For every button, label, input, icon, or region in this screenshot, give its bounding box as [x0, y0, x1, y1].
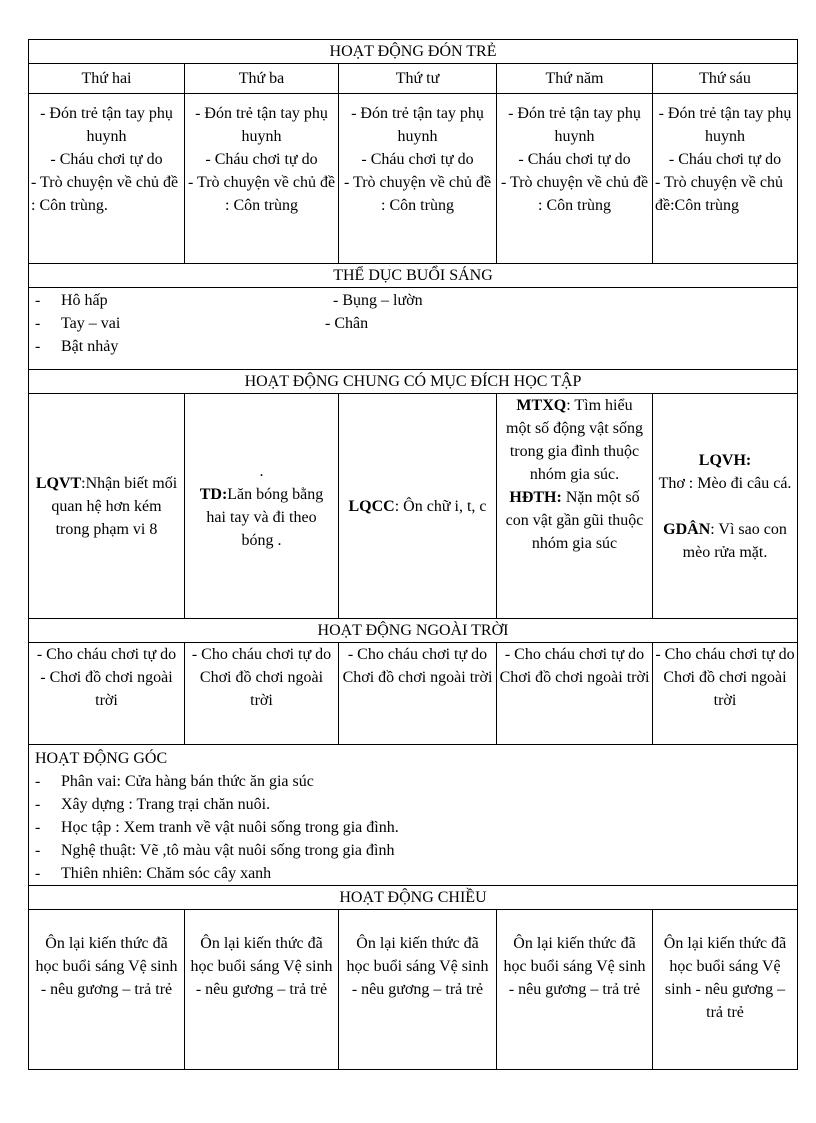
cell-line: - Đón trẻ tận tay phụ huynh	[40, 105, 173, 145]
subject-code: HĐTH:	[509, 489, 562, 506]
list-item: - Học tập : Xem tranh về vật nuôi sống trong gia đình.	[35, 819, 399, 836]
cell-line: Chơi đồ chơi ngoài trời	[499, 669, 650, 686]
section-title-goc: HOẠT ĐỘNG GÓC	[35, 750, 168, 767]
hoc-tap-cell-mon: LQVT:Nhận biết mối quan hệ hơn kém trong phạm vi 8	[29, 394, 185, 619]
list-item: - Hô hấp	[35, 292, 108, 309]
don-tre-cell-wed	[339, 94, 497, 264]
chieu-cell-wed: Ôn lại kiến thức đã học buổi sáng Vệ sinh - nêu gương – trả trẻ	[339, 910, 497, 1070]
chieu-cell-tue: Ôn lại kiến thức đã học buổi sáng Vệ sinh - nêu gương – trả trẻ	[185, 910, 339, 1070]
cell-line: - Trò chuyện về chủ đề:Côn trùng	[655, 174, 783, 214]
cell-line: - Cho cháu chơi tự do	[655, 646, 795, 663]
cell-line: - Trò chuyện về chủ đề : Côn trùng	[187, 174, 336, 214]
section-title-chieu: HOẠT ĐỘNG CHIỀU	[29, 886, 798, 910]
list-item: - Bụng – lườn	[333, 292, 423, 309]
ngoai-troi-cell-thu	[497, 643, 653, 745]
list-item: - Tay – vai	[35, 315, 121, 332]
cell-line: Chơi đồ chơi ngoài trời	[199, 669, 324, 709]
cell-line: Chơi đồ chơi ngoài trời	[663, 669, 787, 709]
day-header-tue: Thứ ba	[185, 64, 339, 94]
ngoai-troi-cell-fri	[653, 643, 798, 745]
cell-line: - Chơi đồ chơi ngoài trời	[40, 669, 173, 709]
cell-line: - Trò chuyện về chủ đề : Côn trùng	[500, 174, 649, 214]
section-title-ngoai-troi: HOẠT ĐỘNG NGOÀI TRỜI	[29, 619, 798, 643]
subject-code: TD:	[199, 486, 228, 503]
cell-line: - Cháu chơi tự do	[361, 151, 474, 168]
cell-line: - Cho cháu chơi tự do	[504, 646, 645, 663]
list-item: - Phân vai: Cửa hàng bán thức ăn gia súc	[35, 773, 314, 790]
subject-code: MTXQ	[516, 397, 567, 414]
the-duc-body	[29, 288, 798, 370]
don-tre-cell-fri	[653, 94, 798, 264]
hoc-tap-cell-thu: MTXQ: Tìm hiểu một số động vật sống trong gia đình thuộc nhóm gia súc. HĐTH: Nặn một số con vật gần gũi thuộc nhóm gia súc	[497, 394, 653, 619]
list-item: - Thiên nhiên: Chăm sóc cây xanh	[35, 865, 272, 882]
cell-line: - Đón trẻ tận tay phụ huynh	[658, 105, 792, 145]
day-header-fri: Thứ sáu	[653, 64, 798, 94]
cell-line: - Đón trẻ tận tay phụ huynh	[508, 105, 641, 145]
day-header-mon: Thứ hai	[29, 64, 185, 94]
goc-section	[29, 745, 798, 886]
chieu-cell-fri: Ôn lại kiến thức đã học buổi sáng Vệ sinh - nêu gương – trả trẻ	[653, 910, 798, 1070]
cell-line: - Cho cháu chơi tự do	[347, 646, 488, 663]
cell-line: - Đón trẻ tận tay phụ huynh	[351, 105, 484, 145]
cell-line: - Cháu chơi tự do	[518, 151, 631, 168]
day-header-wed: Thứ tư	[339, 64, 497, 94]
ngoai-troi-cell-mon	[29, 643, 185, 745]
list-item: - Bật nhảy	[35, 338, 119, 355]
section-title-hoc-tap: HOẠT ĐỘNG CHUNG CÓ MỤC ĐÍCH HỌC TẬP	[29, 370, 798, 394]
list-item: - Xây dựng : Trang trại chăn nuôi.	[35, 796, 271, 813]
don-tre-cell-mon	[29, 94, 185, 264]
schedule-table	[28, 39, 798, 1070]
subject-code: LQVH:	[698, 451, 752, 469]
section-title-the-duc: THỂ DỤC BUỔI SÁNG	[29, 264, 798, 288]
ngoai-troi-cell-tue	[185, 643, 339, 745]
cell-line: - Cháu chơi tự do	[50, 151, 163, 168]
list-item: - Chân	[325, 315, 369, 332]
section-title-don-tre: HOẠT ĐỘNG ĐÓN TRẺ	[29, 40, 798, 64]
cell-line: - Cho cháu chơi tự do	[36, 646, 177, 663]
hoc-tap-cell-tue: . TD:Lăn bóng bằng hai tay và đi theo bóng .	[185, 394, 339, 619]
cell-line: - Trò chuyện về chủ đề : Côn trùng.	[31, 174, 179, 214]
list-item: - Nghệ thuật: Vẽ ,tô màu vật nuôi sống trong gia đình	[35, 842, 395, 859]
ngoai-troi-cell-wed	[339, 643, 497, 745]
day-header-thu: Thứ năm	[497, 64, 653, 94]
cell-line: - Đón trẻ tận tay phụ huynh	[195, 105, 328, 145]
subject-code: GDÂN	[663, 520, 711, 538]
subject-code: LQCC	[348, 497, 395, 515]
hoc-tap-cell-wed: LQCC: Ôn chữ i, t, c	[339, 394, 497, 619]
cell-line: - Cháu chơi tự do	[668, 151, 782, 168]
chieu-cell-thu: Ôn lại kiến thức đã học buổi sáng Vệ sinh - nêu gương – trả trẻ	[497, 910, 653, 1070]
subject-code: LQVT	[35, 474, 82, 492]
cell-line: - Trò chuyện về chủ đề : Côn trùng	[343, 174, 492, 214]
don-tre-cell-thu	[497, 94, 653, 264]
cell-line: Chơi đồ chơi ngoài trời	[342, 669, 493, 686]
don-tre-cell-tue	[185, 94, 339, 264]
cell-line: - Cho cháu chơi tự do	[191, 646, 332, 663]
cell-line: - Cháu chơi tự do	[205, 151, 318, 168]
hoc-tap-cell-fri: LQVH: Thơ : Mèo đi câu cá. GDÂN: Vì sao con mèo rửa mặt.	[653, 394, 798, 619]
chieu-cell-mon: Ôn lại kiến thức đã học buổi sáng Vệ sinh - nêu gương – trả trẻ	[29, 910, 185, 1070]
